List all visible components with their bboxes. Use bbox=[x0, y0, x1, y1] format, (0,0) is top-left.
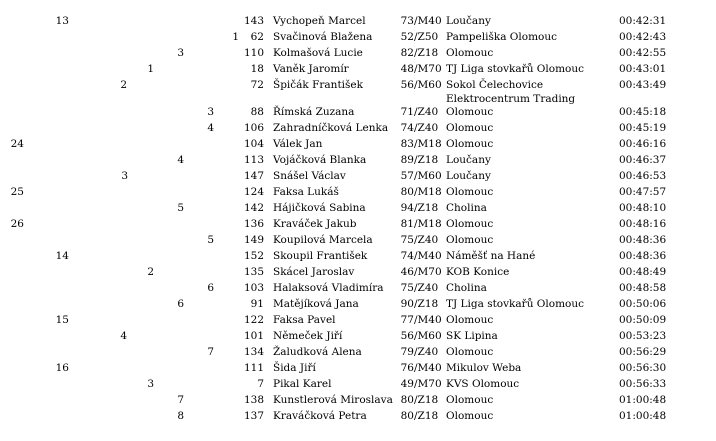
age-category: /M60 bbox=[414, 170, 442, 182]
start-number: 91 bbox=[250, 298, 264, 310]
club-name: Mikulov Weba bbox=[446, 362, 522, 374]
birth-year: 52 bbox=[400, 31, 414, 43]
finish-time: 00:42:31 bbox=[619, 15, 667, 27]
club-name: Loučany bbox=[446, 15, 491, 27]
club-name: Olomouc bbox=[446, 394, 494, 406]
result-row bbox=[0, 360, 716, 376]
age-category: /M40 bbox=[414, 15, 442, 27]
club-name: TJ Liga stovkařů Olomouc bbox=[446, 63, 585, 75]
birth-year: 48 bbox=[400, 63, 414, 75]
start-number: 111 bbox=[243, 362, 264, 374]
category-rank: 6 bbox=[207, 282, 214, 294]
runner-name: Šida Jiří bbox=[273, 362, 316, 374]
finish-time: 00:48:36 bbox=[619, 250, 667, 262]
start-number: 142 bbox=[243, 202, 264, 214]
category-rank: 4 bbox=[120, 330, 127, 342]
age-category: /M60 bbox=[414, 330, 442, 342]
finish-time: 00:48:10 bbox=[619, 202, 667, 214]
club-name: Olomouc bbox=[446, 106, 494, 118]
finish-time: 01:00:48 bbox=[619, 394, 667, 406]
finish-time: 00:47:57 bbox=[619, 186, 667, 198]
category-rank: 3 bbox=[147, 378, 154, 390]
club-name: Sokol Čelechovice bbox=[446, 79, 544, 91]
finish-time: 00:45:18 bbox=[619, 106, 667, 118]
start-number: 7 bbox=[257, 378, 264, 390]
club-name: Olomouc bbox=[446, 346, 494, 358]
finish-time: 00:50:06 bbox=[619, 298, 667, 310]
finish-time: 00:42:55 bbox=[619, 47, 667, 59]
result-row bbox=[0, 152, 716, 168]
birth-year: 74 bbox=[400, 250, 414, 262]
age-category: /Z40 bbox=[414, 122, 439, 134]
runner-name: Skácel Jaroslav bbox=[273, 266, 355, 278]
birth-year: 75 bbox=[400, 234, 414, 246]
age-category: /Z18 bbox=[414, 154, 439, 166]
start-number: 18 bbox=[250, 63, 264, 75]
runner-name: Kraváčková Petra bbox=[273, 410, 367, 422]
club-name: TJ Liga stovkařů Olomouc bbox=[446, 298, 585, 310]
category-rank: 5 bbox=[207, 234, 214, 246]
age-category: /Z18 bbox=[414, 298, 439, 310]
finish-time: 00:48:49 bbox=[619, 266, 667, 278]
start-number: 138 bbox=[243, 394, 264, 406]
birth-year: 75 bbox=[400, 282, 414, 294]
result-row bbox=[0, 13, 716, 29]
runner-name: Kolmašová Lucie bbox=[273, 47, 363, 59]
runner-name: Vychopeň Marcel bbox=[273, 15, 366, 27]
age-category: /M18 bbox=[414, 218, 442, 230]
birth-year: 81 bbox=[400, 218, 414, 230]
start-number: 122 bbox=[243, 314, 264, 326]
result-row bbox=[0, 376, 716, 392]
category-rank: 2 bbox=[120, 79, 127, 91]
finish-time: 00:56:29 bbox=[619, 346, 667, 358]
runner-name: Kraváček Jakub bbox=[273, 218, 357, 230]
category-rank: 7 bbox=[177, 394, 184, 406]
birth-year: 83 bbox=[400, 138, 414, 150]
finish-time: 00:46:37 bbox=[619, 154, 667, 166]
age-category: /M40 bbox=[414, 362, 442, 374]
age-category: /Z18 bbox=[414, 394, 439, 406]
runner-name: Halaksová Vladimíra bbox=[273, 282, 384, 294]
runner-name: Skoupil František bbox=[273, 250, 368, 262]
result-row bbox=[0, 45, 716, 61]
club-name: SK Lipina bbox=[446, 330, 498, 342]
age-category: /Z40 bbox=[414, 346, 439, 358]
category-rank: 3 bbox=[177, 47, 184, 59]
birth-year: 90 bbox=[400, 298, 414, 310]
result-row bbox=[0, 312, 716, 328]
result-row bbox=[0, 408, 716, 424]
finish-time: 00:48:58 bbox=[619, 282, 667, 294]
start-number: 134 bbox=[243, 346, 264, 358]
club-name-line2: Elektrocentrum Trading bbox=[446, 93, 576, 105]
finish-time: 00:56:30 bbox=[619, 362, 667, 374]
start-number: 137 bbox=[243, 410, 264, 422]
runner-name: Vojáčková Blanka bbox=[273, 154, 367, 166]
age-category: /M70 bbox=[414, 378, 442, 390]
category-rank: 7 bbox=[207, 346, 214, 358]
club-name: Cholina bbox=[446, 282, 487, 294]
finish-time: 00:43:49 bbox=[619, 79, 667, 91]
club-name: Olomouc bbox=[446, 410, 494, 422]
result-row bbox=[0, 77, 716, 105]
start-number: 147 bbox=[243, 170, 264, 182]
age-category: /Z18 bbox=[414, 47, 439, 59]
birth-year: 80 bbox=[400, 410, 414, 422]
category-rank: 25 bbox=[10, 186, 24, 198]
age-category: /M70 bbox=[414, 63, 442, 75]
category-rank: 1 bbox=[232, 31, 239, 43]
result-row bbox=[0, 344, 716, 360]
birth-year: 74 bbox=[400, 122, 414, 134]
result-row bbox=[0, 328, 716, 344]
category-rank: 24 bbox=[10, 138, 24, 150]
runner-name: Pikal Karel bbox=[273, 378, 332, 390]
category-rank: 2 bbox=[147, 266, 154, 278]
runner-name: Matějíková Jana bbox=[273, 298, 359, 310]
runner-name: Kunstlerová Miroslava bbox=[273, 394, 393, 406]
result-row bbox=[0, 168, 716, 184]
age-category: /M40 bbox=[414, 250, 442, 262]
start-number: 143 bbox=[243, 15, 264, 27]
club-name: Loučany bbox=[446, 154, 491, 166]
birth-year: 71 bbox=[400, 106, 414, 118]
birth-year: 46 bbox=[400, 266, 414, 278]
category-rank: 8 bbox=[177, 410, 184, 422]
category-rank: 4 bbox=[177, 154, 184, 166]
result-row bbox=[0, 184, 716, 200]
runner-name: Žaludková Alena bbox=[273, 346, 362, 358]
runner-name: Svačinová Blažena bbox=[273, 31, 373, 43]
start-number: 149 bbox=[243, 234, 264, 246]
age-category: /Z40 bbox=[414, 234, 439, 246]
runner-name: Špičák František bbox=[273, 79, 363, 91]
birth-year: 56 bbox=[400, 330, 414, 342]
age-category: /Z40 bbox=[414, 282, 439, 294]
birth-year: 79 bbox=[400, 346, 414, 358]
runner-name: Římská Zuzana bbox=[273, 106, 355, 118]
club-name: Olomouc bbox=[446, 314, 494, 326]
result-row bbox=[0, 200, 716, 216]
birth-year: 56 bbox=[400, 79, 414, 91]
finish-time: 00:48:16 bbox=[619, 218, 667, 230]
runner-name: Snášel Václav bbox=[273, 170, 346, 182]
runner-name: Koupilová Marcela bbox=[273, 234, 373, 246]
finish-time: 00:53:23 bbox=[619, 330, 667, 342]
club-name: KOB Konice bbox=[446, 266, 510, 278]
finish-time: 00:46:16 bbox=[619, 138, 667, 150]
club-name: Olomouc bbox=[446, 218, 494, 230]
result-row bbox=[0, 232, 716, 248]
runner-name: Válek Jan bbox=[273, 138, 323, 150]
age-category: /M70 bbox=[414, 266, 442, 278]
finish-time: 00:42:43 bbox=[619, 31, 667, 43]
category-rank: 1 bbox=[147, 63, 154, 75]
birth-year: 77 bbox=[400, 314, 414, 326]
start-number: 110 bbox=[243, 47, 264, 59]
age-category: /Z50 bbox=[414, 31, 439, 43]
start-number: 152 bbox=[243, 250, 264, 262]
age-category: /Z18 bbox=[414, 202, 439, 214]
result-row bbox=[0, 104, 716, 120]
birth-year: 76 bbox=[400, 362, 414, 374]
club-name: Olomouc bbox=[446, 234, 494, 246]
start-number: 62 bbox=[250, 31, 264, 43]
club-name: KVS Olomouc bbox=[446, 378, 520, 390]
age-category: /Z40 bbox=[414, 106, 439, 118]
runner-name: Němeček Jiří bbox=[273, 330, 343, 342]
category-rank: 4 bbox=[207, 122, 214, 134]
result-row bbox=[0, 392, 716, 408]
result-row bbox=[0, 248, 716, 264]
club-name: Olomouc bbox=[446, 47, 494, 59]
category-rank: 16 bbox=[55, 362, 69, 374]
category-rank: 13 bbox=[55, 15, 69, 27]
start-number: 101 bbox=[243, 330, 264, 342]
club-name: Pampeliška Olomouc bbox=[446, 31, 558, 43]
start-number: 88 bbox=[250, 106, 264, 118]
runner-name: Faksa Lukáš bbox=[273, 186, 339, 198]
birth-year: 80 bbox=[400, 186, 414, 198]
result-row bbox=[0, 61, 716, 77]
club-name: Loučany bbox=[446, 170, 491, 182]
age-category: /M40 bbox=[414, 314, 442, 326]
finish-time: 00:56:33 bbox=[619, 378, 667, 390]
finish-time: 00:46:53 bbox=[619, 170, 667, 182]
result-row bbox=[0, 296, 716, 312]
result-row bbox=[0, 136, 716, 152]
club-name: Náměšť na Hané bbox=[446, 250, 536, 262]
result-row bbox=[0, 280, 716, 296]
birth-year: 80 bbox=[400, 394, 414, 406]
birth-year: 73 bbox=[400, 15, 414, 27]
birth-year: 49 bbox=[400, 378, 414, 390]
birth-year: 94 bbox=[400, 202, 414, 214]
finish-time: 00:43:01 bbox=[619, 63, 667, 75]
start-number: 104 bbox=[243, 138, 264, 150]
result-row bbox=[0, 264, 716, 280]
runner-name: Faksa Pavel bbox=[273, 314, 336, 326]
age-category: /M18 bbox=[414, 138, 442, 150]
start-number: 124 bbox=[243, 186, 264, 198]
category-rank: 26 bbox=[10, 218, 24, 230]
category-rank: 5 bbox=[177, 202, 184, 214]
start-number: 106 bbox=[243, 122, 264, 134]
birth-year: 89 bbox=[400, 154, 414, 166]
category-rank: 3 bbox=[121, 170, 128, 182]
finish-time: 00:50:09 bbox=[619, 314, 667, 326]
age-category: /Z18 bbox=[414, 410, 439, 422]
finish-time: 01:00:48 bbox=[619, 410, 667, 422]
club-name: Olomouc bbox=[446, 186, 494, 198]
finish-time: 00:45:19 bbox=[619, 122, 667, 134]
result-row bbox=[0, 29, 716, 45]
category-rank: 15 bbox=[55, 314, 69, 326]
category-rank: 14 bbox=[55, 250, 69, 262]
club-name: Cholina bbox=[446, 202, 487, 214]
finish-time: 00:48:36 bbox=[619, 234, 667, 246]
start-number: 72 bbox=[250, 79, 264, 91]
start-number: 135 bbox=[243, 266, 264, 278]
age-category: /M60 bbox=[414, 79, 442, 91]
result-row bbox=[0, 216, 716, 232]
runner-name: Hájičková Sabina bbox=[273, 202, 366, 214]
club-name: Olomouc bbox=[446, 138, 494, 150]
start-number: 103 bbox=[243, 282, 264, 294]
result-row bbox=[0, 120, 716, 136]
club-name: Olomouc bbox=[446, 122, 494, 134]
age-category: /M18 bbox=[414, 186, 442, 198]
birth-year: 82 bbox=[400, 47, 414, 59]
runner-name: Vaněk Jaromír bbox=[273, 63, 349, 75]
birth-year: 57 bbox=[400, 170, 414, 182]
category-rank: 6 bbox=[177, 298, 184, 310]
runner-name: Zahradníčková Lenka bbox=[273, 122, 389, 134]
start-number: 136 bbox=[243, 218, 264, 230]
start-number: 113 bbox=[243, 154, 264, 166]
category-rank: 3 bbox=[207, 106, 214, 118]
